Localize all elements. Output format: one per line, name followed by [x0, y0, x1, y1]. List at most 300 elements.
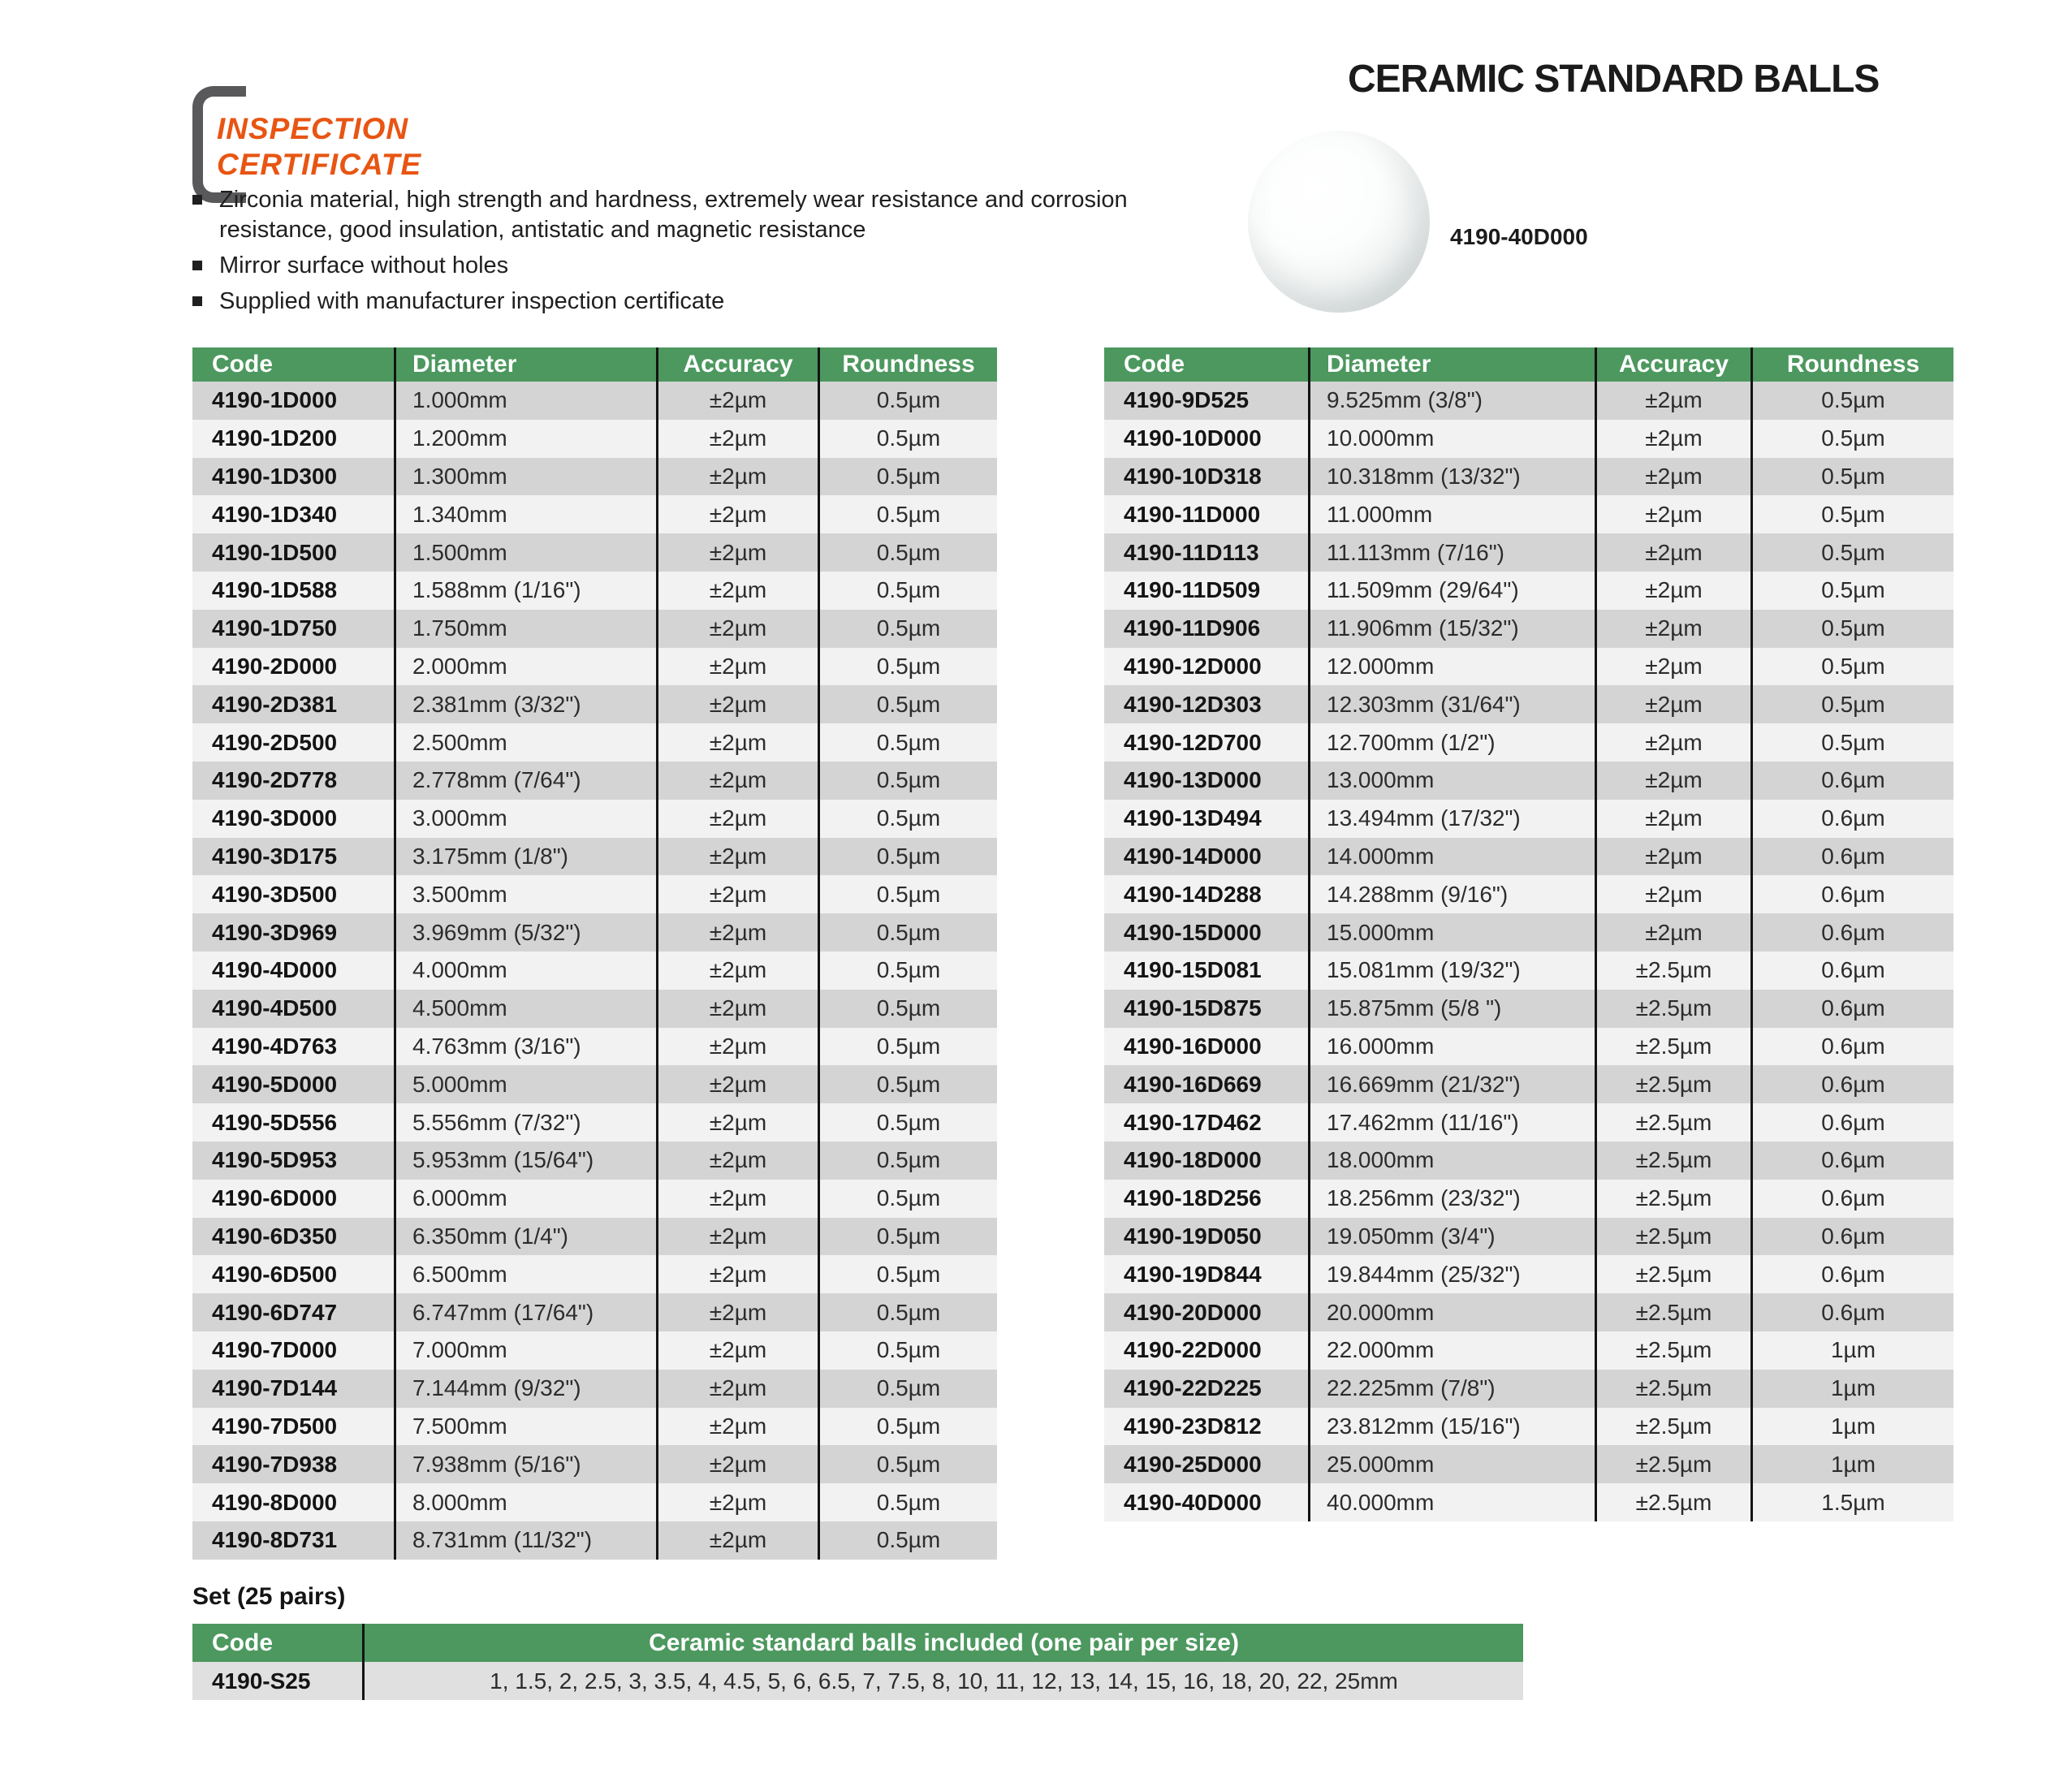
- code-cell: 4190-11D113: [1124, 539, 1259, 565]
- diameter-cell: 13.000mm: [1308, 762, 1595, 800]
- code-cell: 4190-16D000: [1124, 1033, 1262, 1059]
- code-cell: 4190-13D000: [1124, 767, 1262, 793]
- accuracy-cell: ±2µm: [656, 458, 818, 496]
- roundness-cell: 0.6µm: [1750, 990, 1953, 1028]
- table-row: [192, 952, 997, 990]
- code-cell: 4190-8D000: [212, 1489, 338, 1515]
- table-row: [1104, 1103, 1953, 1141]
- roundness-cell: 0.6µm: [1750, 1028, 1953, 1066]
- feature-text: Mirror surface without holes: [219, 252, 509, 278]
- diameter-cell: 16.669mm (21/32"): [1308, 1065, 1595, 1103]
- table-row: [192, 800, 997, 838]
- roundness-cell: 0.6µm: [1750, 838, 1953, 876]
- diameter-cell: 6.350mm (1/4"): [394, 1218, 656, 1256]
- table-header-row: [1104, 347, 1953, 382]
- roundness-cell: 1µm: [1750, 1370, 1953, 1408]
- code-cell: 4190-7D000: [212, 1337, 338, 1363]
- accuracy-cell: ±2.5µm: [1595, 1103, 1750, 1141]
- code-cell: 4190-2D000: [212, 653, 338, 679]
- table-row: [1104, 800, 1953, 838]
- logo-line-1: INSPECTION: [217, 112, 409, 145]
- roundness-cell: 0.5µm: [818, 838, 997, 876]
- accuracy-cell: ±2µm: [656, 420, 818, 458]
- roundness-cell: 0.5µm: [818, 382, 997, 420]
- accuracy-cell: ±2µm: [1595, 875, 1750, 913]
- code-cell: 4190-11D000: [1124, 501, 1261, 527]
- roundness-cell: 0.5µm: [818, 913, 997, 952]
- table-row: [1104, 1408, 1953, 1446]
- table-row: [1104, 648, 1953, 686]
- roundness-cell: 0.5µm: [818, 952, 997, 990]
- accuracy-cell: ±2µm: [1595, 723, 1750, 762]
- code-cell: 4190-15D875: [1124, 995, 1262, 1021]
- diameter-cell: 1.750mm: [394, 610, 656, 648]
- diameter-cell: 12.303mm (31/64"): [1308, 685, 1595, 723]
- accuracy-cell: ±2µm: [656, 875, 818, 913]
- code-cell: 4190-14D000: [1124, 843, 1262, 869]
- table-row: [192, 1180, 997, 1218]
- roundness-cell: 0.5µm: [1750, 458, 1953, 496]
- code-cell: 4190-6D500: [212, 1261, 338, 1287]
- diameter-cell: 22.000mm: [1308, 1331, 1595, 1370]
- set-table-header-row: [192, 1624, 1523, 1662]
- diameter-cell: 4.000mm: [394, 952, 656, 990]
- code-cell: 4190-1D588: [212, 577, 338, 603]
- diameter-cell: 6.747mm (17/64"): [394, 1293, 656, 1331]
- header-code: Code: [212, 351, 273, 378]
- code-cell: 4190-13D494: [1124, 805, 1262, 831]
- diameter-cell: 2.381mm (3/32"): [394, 685, 656, 723]
- accuracy-cell: ±2.5µm: [1595, 1408, 1750, 1446]
- accuracy-cell: ±2µm: [1595, 685, 1750, 723]
- diameter-cell: 3.000mm: [394, 800, 656, 838]
- roundness-cell: 0.5µm: [818, 420, 997, 458]
- table-row: [1104, 495, 1953, 533]
- roundness-cell: 0.5µm: [1750, 610, 1953, 648]
- accuracy-cell: ±2µm: [656, 1521, 818, 1560]
- table-row: [1104, 1218, 1953, 1256]
- table-row: [1104, 382, 1953, 420]
- table-header-row: [192, 347, 997, 382]
- accuracy-cell: ±2.5µm: [1595, 1331, 1750, 1370]
- roundness-cell: 0.5µm: [818, 1065, 997, 1103]
- code-cell: 4190-22D000: [1124, 1337, 1262, 1363]
- roundness-cell: 0.5µm: [1750, 685, 1953, 723]
- code-cell: 4190-7D144: [212, 1375, 338, 1401]
- code-cell: 4190-23D812: [1124, 1413, 1262, 1439]
- code-cell: 4190-11D509: [1124, 577, 1261, 603]
- code-cell: 4190-12D000: [1124, 653, 1262, 679]
- code-cell: 4190-10D000: [1124, 425, 1262, 451]
- set-header-included: Ceramic standard balls included (one pair per size): [362, 1624, 1523, 1662]
- accuracy-cell: ±2µm: [1595, 382, 1750, 420]
- code-cell: 4190-20D000: [1124, 1299, 1262, 1325]
- feature-item: [192, 185, 1150, 245]
- accuracy-cell: ±2µm: [656, 913, 818, 952]
- diameter-cell: 6.000mm: [394, 1180, 656, 1218]
- roundness-cell: 0.5µm: [818, 610, 997, 648]
- diameter-cell: 9.525mm (3/8"): [1308, 382, 1595, 420]
- feature-item: [192, 287, 1150, 317]
- table-row: [192, 913, 997, 952]
- diameter-cell: 5.556mm (7/32"): [394, 1103, 656, 1141]
- code-cell: 4190-3D969: [212, 919, 338, 945]
- feature-text: Zirconia material, high strength and hardness, extremely wear resistance and corrosion resistance, good insulation, antistatic and magnetic resistance: [219, 187, 1128, 243]
- table-row: [1104, 420, 1953, 458]
- accuracy-cell: ±2µm: [656, 838, 818, 876]
- diameter-cell: 17.462mm (11/16"): [1308, 1103, 1595, 1141]
- code-cell: 4190-7D500: [212, 1413, 338, 1439]
- table-row: [192, 723, 997, 762]
- diameter-cell: 7.938mm (5/16"): [394, 1445, 656, 1483]
- code-cell: 4190-40D000: [1124, 1489, 1262, 1515]
- diameter-cell: 22.225mm (7/8"): [1308, 1370, 1595, 1408]
- table-row: [1104, 1255, 1953, 1293]
- table-row: [1104, 723, 1953, 762]
- roundness-cell: 0.5µm: [818, 800, 997, 838]
- table-row: [1104, 1293, 1953, 1331]
- diameter-cell: 14.000mm: [1308, 838, 1595, 876]
- diameter-cell: 4.500mm: [394, 990, 656, 1028]
- accuracy-cell: ±2µm: [656, 495, 818, 533]
- roundness-cell: 0.5µm: [818, 1483, 997, 1521]
- roundness-cell: 0.5µm: [818, 1028, 997, 1066]
- accuracy-cell: ±2.5µm: [1595, 1445, 1750, 1483]
- diameter-cell: 6.500mm: [394, 1255, 656, 1293]
- header-accuracy: Accuracy: [1595, 347, 1750, 382]
- diameter-cell: 7.144mm (9/32"): [394, 1370, 656, 1408]
- code-cell: 4190-1D340: [212, 501, 338, 527]
- table-body: [1104, 382, 1953, 1521]
- accuracy-cell: ±2µm: [656, 533, 818, 572]
- code-cell: 4190-3D500: [212, 881, 338, 907]
- diameter-cell: 19.050mm (3/4"): [1308, 1218, 1595, 1256]
- table-row: [1104, 952, 1953, 990]
- diameter-cell: 2.778mm (7/64"): [394, 762, 656, 800]
- header-roundness: Roundness: [1750, 347, 1953, 382]
- accuracy-cell: ±2.5µm: [1595, 952, 1750, 990]
- table-row: [192, 1483, 997, 1521]
- page-title: CERAMIC STANDARD BALLS: [1348, 58, 1880, 101]
- code-cell: 4190-6D747: [212, 1299, 338, 1325]
- diameter-cell: 23.812mm (15/16"): [1308, 1408, 1595, 1446]
- roundness-cell: 0.5µm: [1750, 495, 1953, 533]
- set-table: [192, 1624, 1523, 1700]
- roundness-cell: 0.6µm: [1750, 1255, 1953, 1293]
- roundness-cell: 0.5µm: [818, 990, 997, 1028]
- table-row: [192, 1255, 997, 1293]
- table-row: [192, 572, 997, 610]
- diameter-cell: 15.081mm (19/32"): [1308, 952, 1595, 990]
- roundness-cell: 0.5µm: [818, 1370, 997, 1408]
- table-row: [192, 1141, 997, 1180]
- table-row: [192, 420, 997, 458]
- bullet-square-icon: [192, 296, 202, 306]
- code-cell: 4190-1D300: [212, 463, 338, 489]
- roundness-cell: 0.5µm: [818, 1180, 997, 1218]
- roundness-cell: 0.5µm: [1750, 572, 1953, 610]
- diameter-cell: 11.509mm (29/64"): [1308, 572, 1595, 610]
- diameter-cell: 2.000mm: [394, 648, 656, 686]
- feature-list: [192, 185, 1150, 322]
- code-cell: 4190-4D763: [212, 1033, 338, 1059]
- accuracy-cell: ±2.5µm: [1595, 1141, 1750, 1180]
- spec-table-right: [1104, 347, 1953, 1521]
- roundness-cell: 0.5µm: [818, 723, 997, 762]
- roundness-cell: 0.5µm: [1750, 723, 1953, 762]
- accuracy-cell: ±2.5µm: [1595, 1293, 1750, 1331]
- diameter-cell: 3.969mm (5/32"): [394, 913, 656, 952]
- accuracy-cell: ±2.5µm: [1595, 1218, 1750, 1256]
- diameter-cell: 4.763mm (3/16"): [394, 1028, 656, 1066]
- code-cell: 4190-14D288: [1124, 881, 1262, 907]
- diameter-cell: 11.000mm: [1308, 495, 1595, 533]
- code-cell: 4190-10D318: [1124, 463, 1262, 489]
- diameter-cell: 1.300mm: [394, 458, 656, 496]
- code-cell: 4190-3D175: [212, 843, 338, 869]
- table-row: [1104, 1483, 1953, 1521]
- code-cell: 4190-9D525: [1124, 387, 1250, 413]
- roundness-cell: 0.6µm: [1750, 913, 1953, 952]
- table-row: [1104, 990, 1953, 1028]
- diameter-cell: 15.875mm (5/8 "): [1308, 990, 1595, 1028]
- diameter-cell: 12.700mm (1/2"): [1308, 723, 1595, 762]
- table-row: [192, 1521, 997, 1560]
- diameter-cell: 12.000mm: [1308, 648, 1595, 686]
- roundness-cell: 0.5µm: [1750, 533, 1953, 572]
- accuracy-cell: ±2µm: [656, 1483, 818, 1521]
- diameter-cell: 10.000mm: [1308, 420, 1595, 458]
- inspection-certificate-logo: [217, 111, 421, 183]
- table-row: [192, 1103, 997, 1141]
- accuracy-cell: ±2µm: [656, 762, 818, 800]
- roundness-cell: 0.6µm: [1750, 1141, 1953, 1180]
- table-row: [192, 533, 997, 572]
- roundness-cell: 0.5µm: [818, 648, 997, 686]
- diameter-cell: 19.844mm (25/32"): [1308, 1255, 1595, 1293]
- roundness-cell: 0.6µm: [1750, 800, 1953, 838]
- diameter-cell: 13.494mm (17/32"): [1308, 800, 1595, 838]
- accuracy-cell: ±2µm: [1595, 762, 1750, 800]
- table-row: [192, 1408, 997, 1446]
- spec-table-left: [192, 347, 997, 1560]
- code-cell: 4190-5D953: [212, 1147, 338, 1173]
- accuracy-cell: ±2µm: [1595, 458, 1750, 496]
- diameter-cell: 40.000mm: [1308, 1483, 1595, 1521]
- roundness-cell: 0.6µm: [1750, 875, 1953, 913]
- accuracy-cell: ±2µm: [656, 1065, 818, 1103]
- accuracy-cell: ±2.5µm: [1595, 1255, 1750, 1293]
- accuracy-cell: ±2µm: [656, 723, 818, 762]
- roundness-cell: 0.6µm: [1750, 952, 1953, 990]
- roundness-cell: 0.5µm: [818, 1445, 997, 1483]
- code-cell: 4190-12D303: [1124, 691, 1262, 717]
- set-header-code: Code: [212, 1629, 273, 1656]
- roundness-cell: 1µm: [1750, 1445, 1953, 1483]
- table-row: [192, 1293, 997, 1331]
- roundness-cell: 0.5µm: [818, 875, 997, 913]
- accuracy-cell: ±2µm: [656, 1180, 818, 1218]
- accuracy-cell: ±2µm: [656, 648, 818, 686]
- accuracy-cell: ±2µm: [1595, 913, 1750, 952]
- header-code: Code: [1124, 351, 1185, 378]
- accuracy-cell: ±2µm: [1595, 648, 1750, 686]
- diameter-cell: 10.318mm (13/32"): [1308, 458, 1595, 496]
- set-table-row: [192, 1662, 1523, 1700]
- roundness-cell: 0.5µm: [818, 1255, 997, 1293]
- table-row: [1104, 1180, 1953, 1218]
- accuracy-cell: ±2.5µm: [1595, 1483, 1750, 1521]
- table-row: [1104, 1445, 1953, 1483]
- accuracy-cell: ±2µm: [656, 1293, 818, 1331]
- accuracy-cell: ±2µm: [656, 1141, 818, 1180]
- table-row: [192, 1218, 997, 1256]
- roundness-cell: 1µm: [1750, 1331, 1953, 1370]
- roundness-cell: 0.6µm: [1750, 1218, 1953, 1256]
- accuracy-cell: ±2.5µm: [1595, 1028, 1750, 1066]
- header-diameter: Diameter: [1308, 347, 1595, 382]
- diameter-cell: 18.256mm (23/32"): [1308, 1180, 1595, 1218]
- diameter-cell: 2.500mm: [394, 723, 656, 762]
- table-row: [1104, 1370, 1953, 1408]
- product-code-label: 4190-40D000: [1450, 224, 1588, 249]
- accuracy-cell: ±2µm: [656, 1103, 818, 1141]
- roundness-cell: 1µm: [1750, 1408, 1953, 1446]
- accuracy-cell: ±2.5µm: [1595, 1180, 1750, 1218]
- code-cell: 4190-3D000: [212, 805, 338, 831]
- diameter-cell: 18.000mm: [1308, 1141, 1595, 1180]
- diameter-cell: 1.000mm: [394, 382, 656, 420]
- feature-item: [192, 251, 1150, 281]
- feature-text: Supplied with manufacturer inspection certificate: [219, 288, 725, 314]
- diameter-cell: 1.200mm: [394, 420, 656, 458]
- header-roundness: Roundness: [818, 347, 997, 382]
- accuracy-cell: ±2.5µm: [1595, 1065, 1750, 1103]
- code-cell: 4190-1D200: [212, 425, 338, 451]
- code-cell: 4190-5D556: [212, 1109, 338, 1135]
- diameter-cell: 20.000mm: [1308, 1293, 1595, 1331]
- diameter-cell: 5.953mm (15/64"): [394, 1141, 656, 1180]
- accuracy-cell: ±2µm: [656, 685, 818, 723]
- code-cell: 4190-1D500: [212, 539, 338, 565]
- roundness-cell: 0.5µm: [818, 458, 997, 496]
- code-cell: 4190-25D000: [1124, 1451, 1262, 1477]
- roundness-cell: 0.5µm: [1750, 382, 1953, 420]
- diameter-cell: 16.000mm: [1308, 1028, 1595, 1066]
- code-cell: 4190-1D000: [212, 387, 338, 413]
- ceramic-ball-image: [1248, 131, 1430, 313]
- table-row: [1104, 533, 1953, 572]
- code-cell: 4190-19D844: [1124, 1261, 1262, 1287]
- table-body: [192, 382, 997, 1560]
- code-cell: 4190-22D225: [1124, 1375, 1262, 1401]
- table-row: [1104, 1028, 1953, 1066]
- table-row: [192, 458, 997, 496]
- table-row: [1104, 610, 1953, 648]
- table-row: [1104, 762, 1953, 800]
- roundness-cell: 0.6µm: [1750, 1180, 1953, 1218]
- diameter-cell: 1.588mm (1/16"): [394, 572, 656, 610]
- diameter-cell: 7.500mm: [394, 1408, 656, 1446]
- header-accuracy: Accuracy: [656, 347, 818, 382]
- code-cell: 4190-17D462: [1124, 1109, 1262, 1135]
- diameter-cell: 25.000mm: [1308, 1445, 1595, 1483]
- table-row: [192, 838, 997, 876]
- roundness-cell: 0.5µm: [818, 1103, 997, 1141]
- roundness-cell: 0.6µm: [1750, 1103, 1953, 1141]
- roundness-cell: 0.5µm: [818, 1141, 997, 1180]
- code-cell: 4190-18D000: [1124, 1147, 1262, 1173]
- diameter-cell: 3.500mm: [394, 875, 656, 913]
- set-included-cell: 1, 1.5, 2, 2.5, 3, 3.5, 4, 4.5, 5, 6, 6.5, 7, 7.5, 8, 10, 11, 12, 13, 14, 15, 16, 18, 20, 22, 25mm: [362, 1662, 1523, 1700]
- table-row: [192, 762, 997, 800]
- code-cell: 4190-2D500: [212, 729, 338, 755]
- table-row: [1104, 458, 1953, 496]
- accuracy-cell: ±2µm: [1595, 495, 1750, 533]
- set-code-cell: 4190-S25: [212, 1668, 311, 1694]
- code-cell: 4190-4D000: [212, 957, 338, 983]
- accuracy-cell: ±2µm: [656, 1218, 818, 1256]
- table-row: [1104, 1141, 1953, 1180]
- code-cell: 4190-2D778: [212, 767, 338, 793]
- accuracy-cell: ±2µm: [656, 1408, 818, 1446]
- accuracy-cell: ±2µm: [656, 1255, 818, 1293]
- roundness-cell: 0.5µm: [818, 572, 997, 610]
- accuracy-cell: ±2µm: [656, 1445, 818, 1483]
- code-cell: 4190-15D000: [1124, 919, 1262, 945]
- table-row: [1104, 875, 1953, 913]
- accuracy-cell: ±2µm: [656, 952, 818, 990]
- diameter-cell: 8.000mm: [394, 1483, 656, 1521]
- accuracy-cell: ±2µm: [656, 800, 818, 838]
- table-row: [1104, 913, 1953, 952]
- roundness-cell: 0.5µm: [818, 762, 997, 800]
- accuracy-cell: ±2.5µm: [1595, 1370, 1750, 1408]
- code-cell: 4190-16D669: [1124, 1071, 1262, 1097]
- diameter-cell: 8.731mm (11/32"): [394, 1521, 656, 1560]
- accuracy-cell: ±2µm: [1595, 838, 1750, 876]
- code-cell: 4190-5D000: [212, 1071, 338, 1097]
- diameter-cell: 1.500mm: [394, 533, 656, 572]
- table-row: [192, 875, 997, 913]
- table-row: [192, 1445, 997, 1483]
- table-row: [1104, 1065, 1953, 1103]
- table-row: [1104, 572, 1953, 610]
- table-row: [1104, 685, 1953, 723]
- accuracy-cell: ±2.5µm: [1595, 990, 1750, 1028]
- diameter-cell: 11.113mm (7/16"): [1308, 533, 1595, 572]
- code-cell: 4190-6D350: [212, 1223, 338, 1249]
- table-row: [192, 1028, 997, 1066]
- diameter-cell: 3.175mm (1/8"): [394, 838, 656, 876]
- header-diameter: Diameter: [394, 347, 656, 382]
- diameter-cell: 1.340mm: [394, 495, 656, 533]
- code-cell: 4190-6D000: [212, 1185, 338, 1211]
- code-cell: 4190-15D081: [1124, 957, 1262, 983]
- logo-line-2: CERTIFICATE: [217, 148, 422, 181]
- roundness-cell: 1.5µm: [1750, 1483, 1953, 1521]
- roundness-cell: 0.5µm: [818, 685, 997, 723]
- accuracy-cell: ±2µm: [656, 610, 818, 648]
- code-cell: 4190-18D256: [1124, 1185, 1262, 1211]
- roundness-cell: 0.5µm: [1750, 648, 1953, 686]
- bullet-square-icon: [192, 195, 202, 205]
- roundness-cell: 0.6µm: [1750, 762, 1953, 800]
- code-cell: 4190-2D381: [212, 691, 338, 717]
- code-cell: 4190-12D700: [1124, 729, 1262, 755]
- roundness-cell: 0.6µm: [1750, 1065, 1953, 1103]
- table-row: [192, 990, 997, 1028]
